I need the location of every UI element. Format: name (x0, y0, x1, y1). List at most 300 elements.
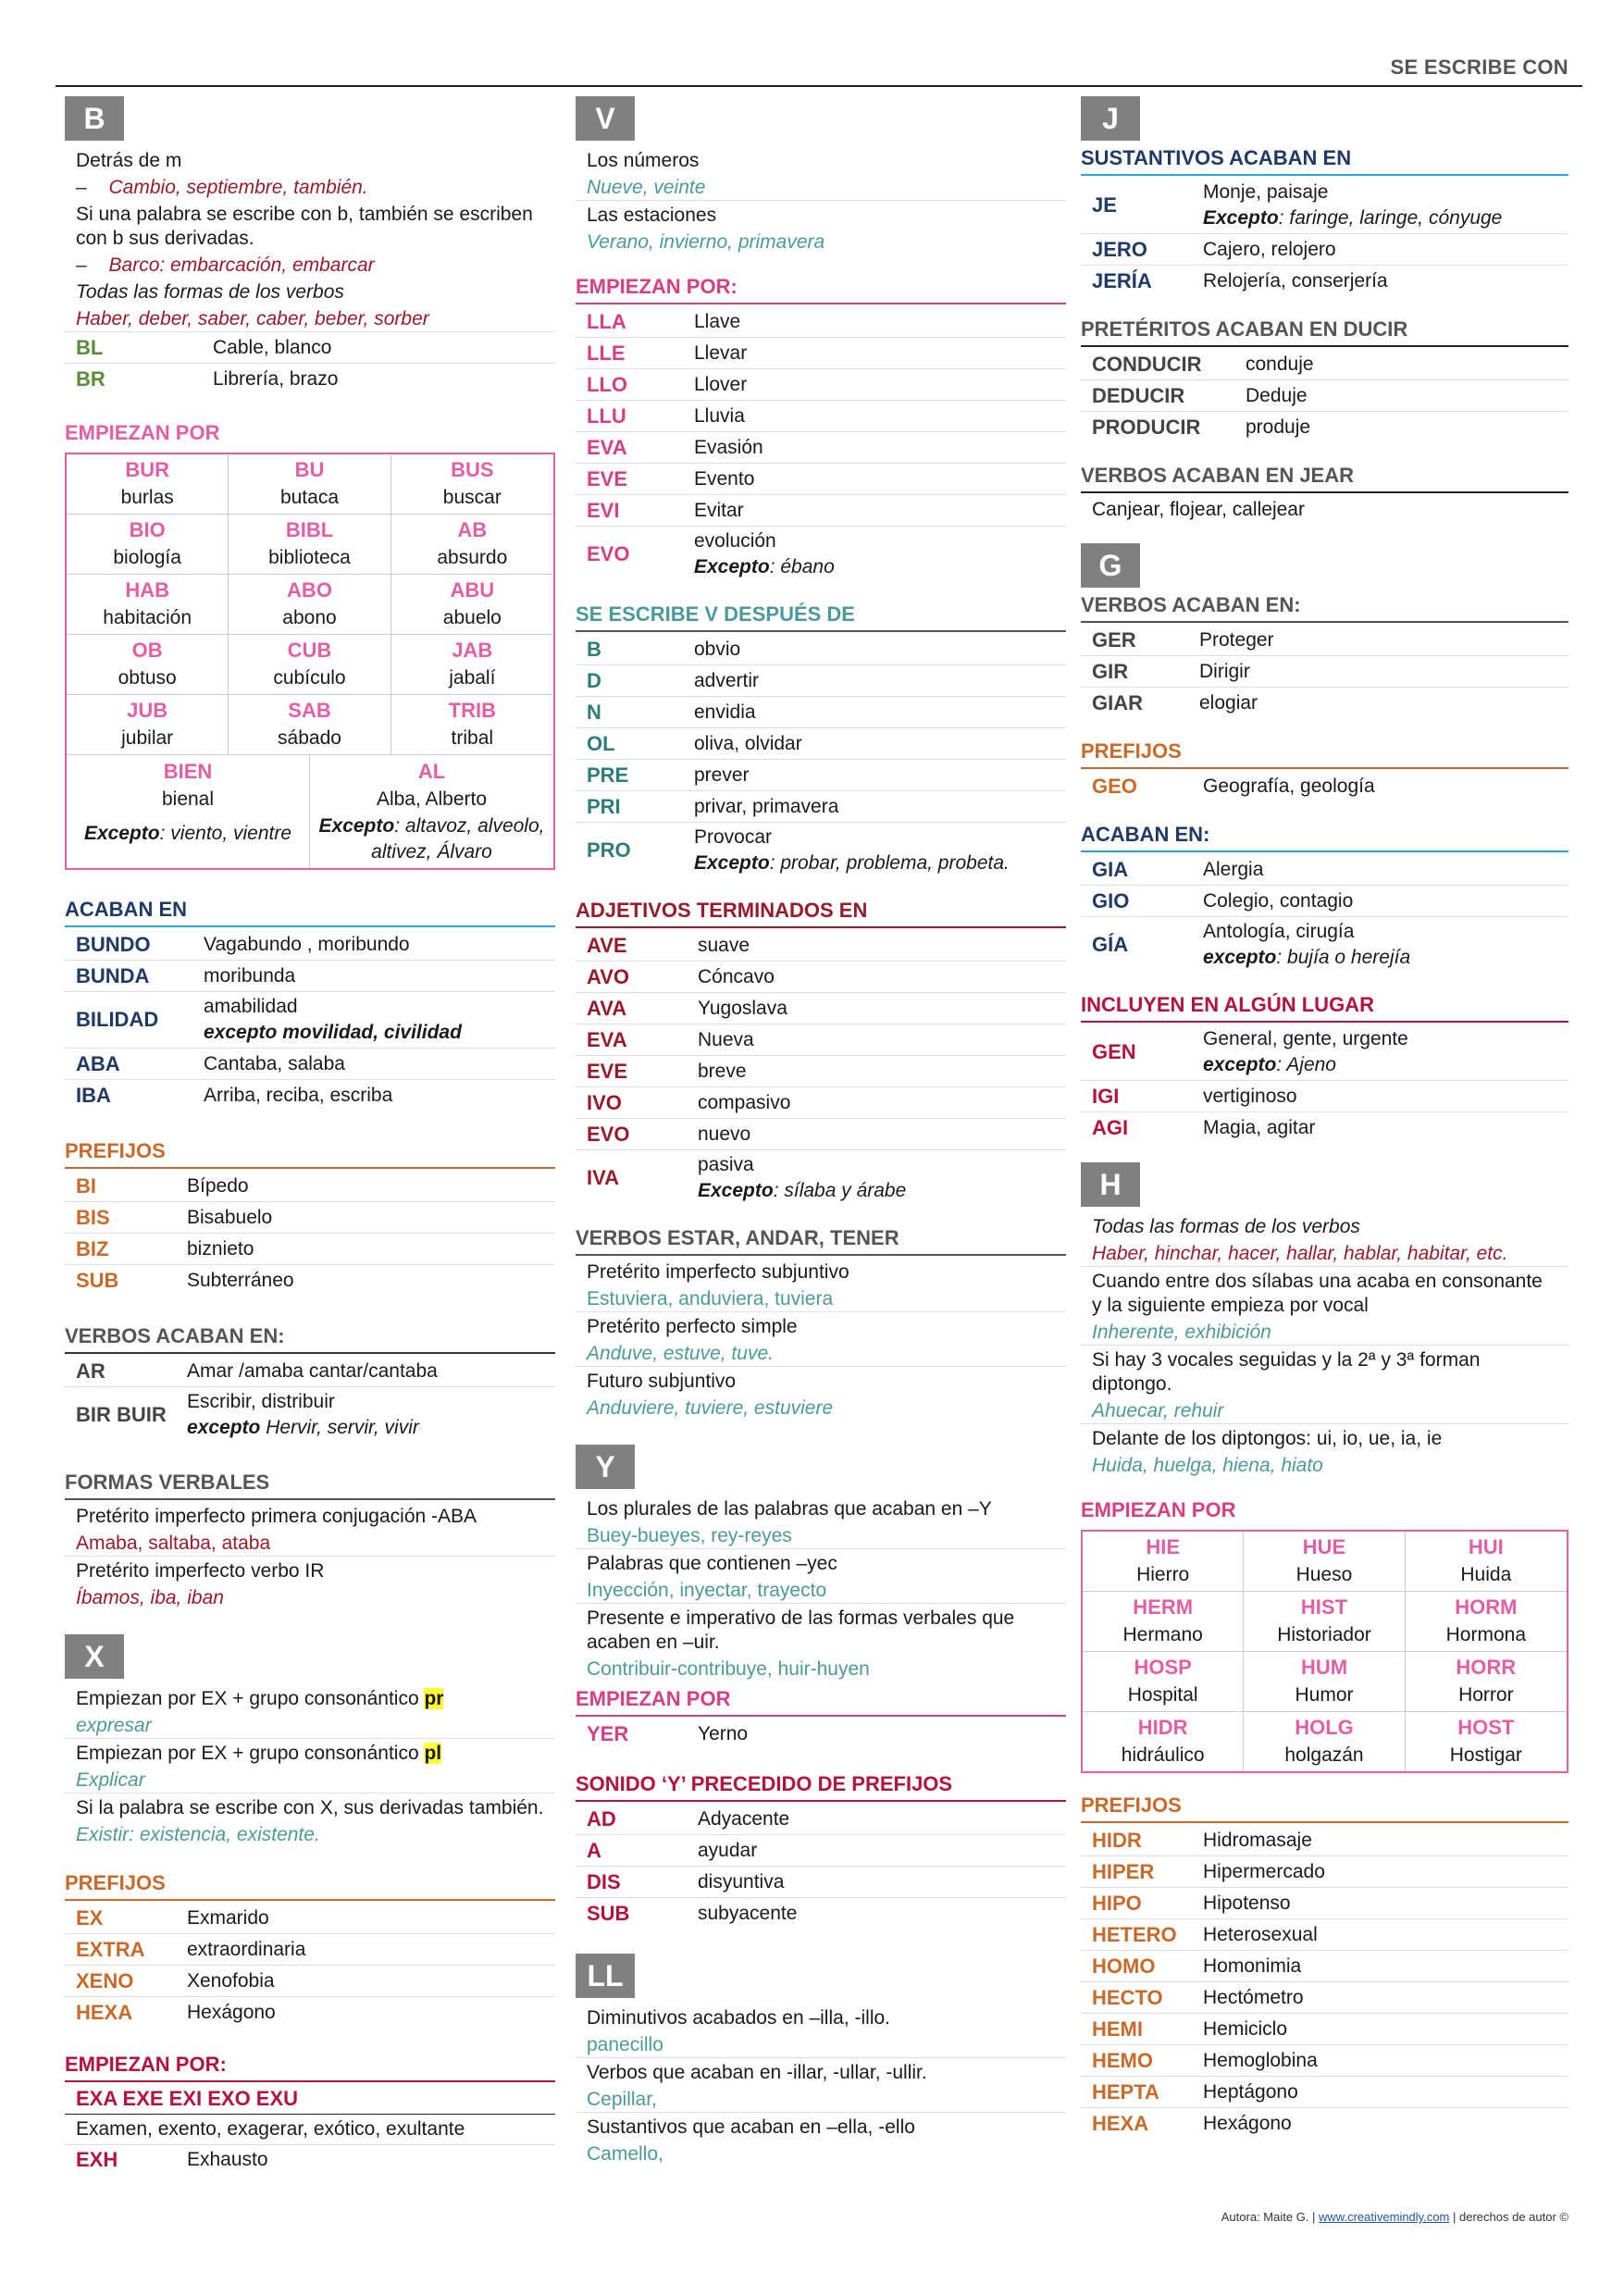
row-text: prever (694, 763, 750, 786)
b-formas-title: FORMAS VERBALES (65, 1471, 555, 1500)
row-value (204, 930, 410, 960)
grid-example: jabalí (449, 667, 496, 689)
row-value (694, 370, 747, 400)
table-row (576, 464, 1066, 495)
ll-rule-2: Verbos que acaban en -illar, -ullar, -ullir. (587, 2062, 927, 2083)
row-value (204, 992, 462, 1048)
ll-rule-2-example: Cepillar, (576, 2088, 1066, 2113)
table-row (1081, 1888, 1568, 1919)
v-rule-2: Las estaciones (587, 205, 717, 226)
v-rule-1: Los números (587, 150, 700, 171)
table-row (1081, 2108, 1568, 2140)
row-value (1203, 1024, 1408, 1080)
grid-prefix: ABO (287, 578, 332, 602)
b-rule-2: Si una palabra se escribe con b, también se escriben con b sus derivadas. (76, 204, 533, 249)
grid-row (1083, 1712, 1567, 1771)
y-rule-3: Presente e imperativo de las formas verbales que acaben en –uir. (587, 1607, 1015, 1653)
row-key: BILIDAD (76, 1008, 159, 1031)
grid-cell (67, 695, 229, 755)
row-text: Evitar (694, 499, 744, 521)
row-value (694, 792, 838, 822)
row-value (694, 635, 740, 664)
x-rule-2-example: Explicar (65, 1769, 555, 1793)
row-value (694, 433, 763, 463)
row-key: SUB (587, 1902, 630, 1925)
grid-exception (70, 821, 305, 847)
row-value (1203, 887, 1353, 916)
row-text: Antología, cirugía (1203, 921, 1355, 942)
table-row (65, 1049, 555, 1080)
row-value (1246, 413, 1310, 442)
table-row (576, 1150, 1066, 1206)
row-value (694, 698, 756, 727)
grid-cell (391, 454, 553, 515)
grid-cell (67, 515, 229, 575)
x-prefijos-title: PREFIJOS (65, 1871, 555, 1901)
grid-prefix: HUM (1300, 1656, 1348, 1679)
row-value (1246, 350, 1314, 379)
column-3 (1081, 96, 1568, 2140)
h-rule-3-example: Ahuecar, rehuir (1081, 1399, 1568, 1424)
row-key: EVI (587, 498, 620, 522)
exception-value: : viento, vientre (159, 823, 292, 844)
table-row (576, 1056, 1066, 1087)
row-value (698, 1120, 750, 1149)
b-prefijos-title: PREFIJOS (65, 1139, 555, 1169)
grid-prefix: BUR (125, 458, 169, 481)
grid-prefix: JUB (127, 699, 168, 722)
exception-value: ébano (780, 556, 835, 577)
row-text: Hemiciclo (1203, 2017, 1288, 2040)
b-prefijos-table (65, 1171, 555, 1297)
grid-prefix: HOLG (1295, 1716, 1354, 1739)
row-text: Llave (694, 310, 741, 332)
letter-ll-badge: LL (576, 1954, 635, 1998)
grid-prefix: SAB (288, 699, 331, 722)
estar-line-3: Futuro subjuntivo (587, 1371, 737, 1392)
row-exception: Excepto: faringe, laringe, cónyuge (1203, 207, 1503, 229)
row-text: Adyacente (698, 1807, 790, 1830)
grid-example: Historiador (1277, 1624, 1371, 1645)
row-value (1203, 855, 1263, 885)
row-value (1203, 1889, 1291, 1918)
row-key: EXTRA (76, 1937, 145, 1961)
row-key: LLA (587, 309, 626, 333)
row-value (1203, 178, 1502, 233)
row-value (694, 402, 745, 431)
table-row (1081, 1982, 1568, 2014)
grid-prefix: CUB (287, 639, 332, 662)
table-row (65, 1080, 555, 1111)
grid-example: sábado (278, 727, 341, 749)
grid-example: hidráulico (1121, 1744, 1205, 1766)
letter-x-badge: X (65, 1634, 124, 1679)
table-row (1081, 917, 1568, 973)
grid-example: holgazán (1284, 1744, 1364, 1766)
b-empiezan-grid (65, 453, 555, 870)
row-text: conduje (1246, 353, 1314, 375)
row-value (1203, 1826, 1312, 1855)
grid-row (1083, 1652, 1567, 1712)
grid-example: tribal (451, 727, 494, 749)
row-value (1203, 235, 1336, 265)
y-rule-1: Los plurales de las palabras que acaban en –Y (587, 1498, 992, 1520)
row-text: extraordinaria (187, 1938, 306, 1960)
row-text: Exmarido (187, 1906, 269, 1929)
grid-cell (67, 454, 229, 515)
row-text: Xenofobia (187, 1969, 275, 1992)
exception-value: faringe, laringe, cónyuge (1289, 207, 1503, 229)
table-row (1081, 771, 1568, 802)
formas-line-1: Pretérito imperfecto primera conjugación -ABA (76, 1506, 477, 1527)
row-key: HEMO (1092, 2048, 1153, 2072)
grid-cell (229, 454, 391, 515)
row-text: Hidromasaje (1203, 1829, 1312, 1851)
table-row (576, 1119, 1066, 1150)
b-rule-1-example: – Cambio, septiembre, también. (65, 176, 555, 200)
grid-cell (1083, 1712, 1244, 1771)
row-value (698, 1868, 784, 1897)
g-prefijos-title: PREFIJOS (1081, 739, 1568, 769)
j-sust-title: SUSTANTIVOS ACABAN EN (1081, 146, 1568, 176)
x-empiezan-line: Examen, exento, exagerar, exótico, exultante (65, 2114, 555, 2145)
row-key: EVE (587, 466, 628, 490)
row-value (187, 1203, 272, 1233)
row-value (204, 962, 295, 991)
j-jear-line: Canjear, flojear, callejear (1092, 499, 1305, 520)
b-acaban-table (65, 929, 555, 1111)
table-row (1081, 625, 1568, 656)
row-key: AVA (587, 996, 627, 1020)
v-estar-title: VERBOS ESTAR, ANDAR, TENER (576, 1226, 1066, 1256)
grid-prefix: HUI (1468, 1535, 1504, 1558)
h-rule-2: Cuando entre dos sílabas una acaba en consonante y la siguiente empieza por vocal (1092, 1271, 1543, 1316)
row-text: Provocar (694, 826, 773, 848)
estar-line-1: Pretérito imperfecto subjuntivo (587, 1261, 849, 1283)
grid-prefix: JAB (452, 639, 493, 662)
table-row (576, 401, 1066, 432)
row-key: N (587, 700, 601, 724)
grid-example: jubilar (121, 727, 174, 749)
row-text: Hipotenso (1203, 1892, 1291, 1914)
row-value (1203, 1952, 1301, 1981)
table-row (1081, 234, 1568, 266)
grid-cell (229, 575, 391, 635)
grid-prefix: HORM (1455, 1595, 1518, 1619)
v-adjetivos-table (576, 930, 1066, 1206)
row-text: amabilidad (204, 996, 298, 1017)
grid-bottom-row (67, 755, 553, 868)
row-text: Bisabuelo (187, 1206, 273, 1228)
footer-link[interactable]: www.creativemindly.com (1319, 2210, 1450, 2224)
h-rule-1-example: Haber, hinchar, hacer, hallar, hablar, habitar, etc. (1081, 1242, 1568, 1267)
row-exception: Excepto: sílaba y árabe (698, 1180, 907, 1201)
grid-prefix: OB (131, 639, 163, 662)
b-verbos-bir-row: BIR BUIR Escribir, distribuir excepto Hervir, servir, vivir (76, 1391, 419, 1438)
row-value (1203, 2046, 1318, 2076)
row-text: Dirigir (1199, 660, 1250, 682)
row-key: GEO (1092, 775, 1137, 798)
row-key: EVA (587, 1027, 627, 1051)
row-text: moribunda (204, 964, 296, 987)
grid-example: burlas (120, 487, 174, 508)
x-rule-1: Empiezan por EX + grupo consonántico pr (76, 1688, 444, 1709)
row-value (698, 1025, 754, 1055)
row-text: elogiar (1199, 692, 1258, 714)
table-row (1081, 178, 1568, 234)
b-empiezan-title: EMPIEZAN POR (65, 421, 220, 444)
table-row (1081, 1081, 1568, 1112)
row-key: BUNDO (76, 932, 151, 956)
row-text: advertir (694, 669, 760, 691)
grid-example: habitación (103, 607, 192, 628)
row-key: EVA (587, 435, 627, 459)
table-row (65, 1903, 555, 1934)
table-row (1081, 412, 1568, 443)
row-key: BI (76, 1173, 96, 1198)
row-text: vertiginoso (1203, 1085, 1297, 1107)
table-row (1081, 1951, 1568, 1982)
b-verbos-title: VERBOS ACABAN EN: (65, 1324, 555, 1354)
row-key: BUNDA (76, 963, 150, 987)
grid-example: biblioteca (268, 547, 351, 568)
row-text: Deduje (1246, 384, 1308, 406)
table-row (1081, 2077, 1568, 2108)
b-acaban-title: ACABAN EN (65, 898, 555, 927)
grid-example: cubículo (273, 667, 346, 689)
grid-example: obtuso (118, 667, 177, 689)
v-despues-title: SE ESCRIBE V DESPUÉS DE (576, 602, 1066, 632)
row-text: ayudar (698, 1839, 758, 1861)
g-incluyen-title: INCLUYEN EN ALGÚN LUGAR (1081, 993, 1568, 1023)
grid-row (67, 695, 553, 755)
table-row (65, 1934, 555, 1966)
j-sust-table (1081, 178, 1568, 297)
row-key: GIA (1092, 857, 1129, 881)
row-value (694, 527, 835, 582)
row-text: Hexágono (187, 2002, 276, 2023)
row-text: pasiva (698, 1154, 754, 1175)
row-text: Arriba, reciba, escriba (204, 1085, 393, 1106)
row-text: Yugoslava (698, 997, 787, 1019)
row-value (1246, 381, 1308, 411)
row-text: Nueva (698, 1028, 754, 1050)
grid-cell (229, 695, 391, 755)
h-rule-4: Delante de los diptongos: ui, io, ue, ia, ie (1092, 1428, 1443, 1449)
b-bl-row: BL Cable, blanco (65, 332, 555, 364)
table-row (1081, 1856, 1568, 1888)
row-value (204, 1049, 345, 1079)
grid-cell (1406, 1532, 1567, 1592)
row-key: SUB (76, 1269, 119, 1292)
grid-cell (229, 635, 391, 695)
row-text: Heptágono (1203, 2080, 1298, 2103)
exception-label: Excepto (318, 815, 395, 837)
grid-row (67, 575, 553, 635)
row-text: Hipermercado (1203, 1860, 1325, 1882)
row-key: YER (587, 1722, 629, 1745)
column-1 (65, 96, 555, 2175)
row-text: Llover (694, 373, 748, 395)
grid-cell (391, 515, 553, 575)
table-row (1081, 349, 1568, 380)
table-row (1081, 2014, 1568, 2045)
letter-h-badge: H (1081, 1162, 1140, 1207)
row-value (698, 994, 787, 1024)
letter-y-badge: Y (576, 1445, 635, 1489)
grid-cell (1406, 1592, 1567, 1652)
row-text: breve (698, 1060, 747, 1082)
row-text: oliva, olvidar (694, 732, 802, 754)
row-value (1199, 689, 1258, 718)
row-value (694, 465, 754, 494)
v-empiezan-title: EMPIEZAN POR: (576, 275, 1066, 304)
grid-example: abuelo (442, 607, 502, 628)
g-verbos-title: VERBOS ACABAN EN: (1081, 593, 1568, 623)
y-empiezan-title: EMPIEZAN POR (576, 1687, 1066, 1717)
row-value (694, 761, 750, 790)
x-rule-1-example: expresar (65, 1714, 555, 1739)
row-value (187, 1904, 269, 1933)
row-text: Homonimia (1203, 1955, 1302, 1977)
row-key: CONDUCIR (1092, 352, 1202, 376)
grid-prefix: BUS (451, 458, 494, 481)
row-key: EVE (587, 1059, 628, 1083)
j-jear-title: VERBOS ACABAN EN JEAR (1081, 464, 1568, 493)
row-key: OL (587, 731, 615, 755)
row-value (698, 1150, 906, 1206)
row-text: Lluvia (694, 404, 745, 427)
grid-cell (1244, 1592, 1405, 1652)
b-rule-2-example: – Barco: embarcación, embarcar (65, 254, 555, 278)
grid-prefix: BU (294, 458, 325, 481)
row-value (1203, 1113, 1315, 1143)
grid-cell (391, 575, 553, 635)
grid-row (1083, 1532, 1567, 1592)
grid-cell-al (310, 755, 553, 868)
x-prefijos-table (65, 1903, 555, 2029)
grid-example: Hueso (1295, 1564, 1353, 1585)
row-value (698, 1088, 790, 1118)
v-rule-2-example: Verano, invierno, primavera (587, 231, 825, 253)
x-rule-2: Empiezan por EX + grupo consonántico pl (76, 1743, 442, 1764)
grid-example: Humor (1295, 1684, 1354, 1706)
row-key: HETERO (1092, 1922, 1177, 1946)
b-rule-3: Todas las formas de los verbos (76, 281, 344, 303)
x-empiezan-sub: EXA EXE EXI EXO EXU (76, 2087, 299, 2110)
row-text: privar, primavera (694, 795, 839, 817)
row-key: IBA (76, 1084, 111, 1107)
table-row (1081, 1024, 1568, 1081)
table-row (576, 1804, 1066, 1835)
v-despues-table (576, 634, 1066, 878)
grid-exception (314, 813, 550, 865)
row-text: Alergia (1203, 858, 1264, 880)
table-row (576, 665, 1066, 697)
row-text: produje (1246, 416, 1311, 438)
g-incluyen-table (1081, 1024, 1568, 1144)
table-row (576, 760, 1066, 791)
row-text: Monje, paisaje (1203, 181, 1329, 203)
row-key: XENO (76, 1968, 134, 1992)
row-text: suave (698, 934, 750, 956)
x-exh-row: EXH Exhausto (76, 2148, 268, 2171)
row-value (187, 1266, 294, 1296)
row-text: Subterráneo (187, 1270, 294, 1291)
h-prefijos-title: PREFIJOS (1081, 1793, 1568, 1823)
row-value (1203, 1857, 1325, 1887)
grid-prefix: TRIB (448, 699, 496, 722)
table-row (576, 338, 1066, 369)
h-empiezan-title: EMPIEZAN POR (1081, 1498, 1236, 1521)
row-value (698, 962, 775, 992)
footer: Autora: Maite G. | www.creativemindly.com | derechos de autor © (1221, 2210, 1568, 2224)
row-text: Hemoglobina (1203, 2049, 1318, 2071)
grid-cell (1244, 1652, 1405, 1712)
g-acaban-title: ACABAN EN: (1081, 823, 1568, 852)
table-row (1081, 854, 1568, 886)
grid-cell (67, 575, 229, 635)
estar-line-3-example: Anduviere, tuviere, estuviere (587, 1397, 834, 1419)
table-row (1081, 1112, 1568, 1144)
row-value (1203, 2109, 1292, 2139)
exception-label: Excepto (698, 1180, 774, 1201)
row-key: HEPTA (1092, 2079, 1159, 2104)
grid-row (67, 454, 553, 515)
row-text: Hexágono (1203, 2113, 1292, 2134)
grid-example: biología (113, 547, 181, 568)
grid-cell (67, 635, 229, 695)
row-key: GEN (1092, 1040, 1136, 1063)
ll-rule-3-example: Camello, (587, 2143, 663, 2165)
grid-prefix: HUE (1302, 1535, 1346, 1558)
table-row (65, 1966, 555, 1997)
row-key: IVA (587, 1166, 620, 1189)
row-key: LLO (587, 372, 627, 396)
b-rule-1: Detrás de m (76, 150, 182, 171)
grid-prefix: HAB (125, 578, 169, 602)
row-exception (204, 1022, 462, 1043)
exception-value: : altavoz, alveolo, altivez, Álvaro (371, 815, 545, 863)
table-row (1081, 380, 1568, 412)
exception-value: bujía o herejía (1287, 947, 1411, 968)
row-value (187, 1235, 254, 1264)
row-key: GÍA (1092, 933, 1129, 956)
v-empiezan-table (576, 306, 1066, 582)
grid-cell (1083, 1592, 1244, 1652)
grid-prefix: ABU (450, 578, 495, 602)
row-key: PRI (587, 794, 621, 818)
row-text: Cóncavo (698, 965, 775, 987)
row-exception: Excepto: probar, problema, probeta. (694, 852, 1010, 874)
row-value (1203, 1920, 1318, 1950)
row-value (694, 729, 802, 759)
row-value (1203, 267, 1388, 296)
row-key: IGI (1092, 1084, 1120, 1108)
h-empiezan-grid (1081, 1530, 1568, 1773)
table-row (65, 929, 555, 961)
column-2 (576, 96, 1066, 2166)
y-sonido-table (576, 1804, 1066, 1930)
v-adjetivos-title: ADJETIVOS TERMINADOS EN (576, 899, 1066, 928)
table-row (576, 369, 1066, 401)
row-key: HOMO (1092, 1954, 1156, 1978)
row-value (694, 823, 1010, 878)
row-value (187, 1967, 275, 1996)
row-value (698, 1057, 747, 1086)
row-value (698, 1899, 797, 1929)
row-key: JE (1092, 193, 1117, 217)
